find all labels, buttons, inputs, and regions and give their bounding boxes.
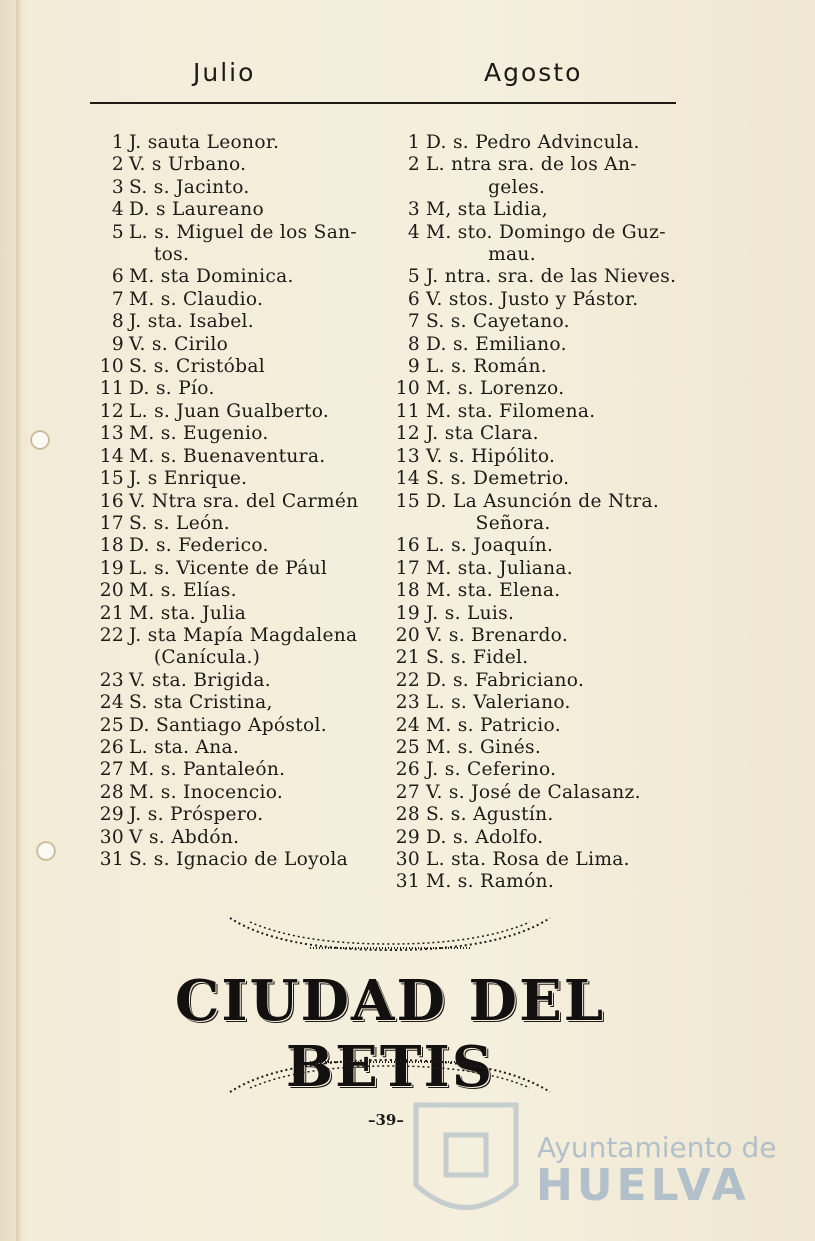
- saint-entry: V s. Abdón.: [129, 826, 240, 848]
- saint-entry: M. s. Patricio.: [426, 714, 561, 736]
- saint-entry: M. s. Claudio.: [129, 288, 264, 310]
- day-number: 28: [395, 804, 420, 826]
- saint-entry: L. s. Román.: [426, 356, 547, 378]
- day-number: 12: [99, 400, 124, 422]
- agosto-day-22: [392, 670, 692, 692]
- day-number: 7: [111, 288, 124, 310]
- agosto-day-1: [392, 132, 692, 154]
- julio-day-27: [88, 759, 388, 781]
- day-number: 19: [395, 602, 420, 624]
- day-number: 17: [395, 557, 420, 579]
- day-number: 7: [407, 311, 420, 333]
- day-number: 10: [99, 356, 124, 378]
- saint-entry: J. s. Luis.: [426, 602, 515, 624]
- saint-entry: L. s. Miguel de los San- tos.: [129, 221, 357, 266]
- day-number: 28: [99, 781, 124, 803]
- saint-entry: V. s. Cirilo: [129, 333, 229, 355]
- saint-entry: D. s. Fabriciano.: [426, 669, 585, 691]
- saint-entry: J. s Enrique.: [129, 468, 248, 490]
- day-number: 23: [99, 669, 124, 691]
- day-number: 11: [395, 400, 420, 422]
- day-number: 22: [99, 624, 124, 646]
- day-number: 6: [111, 266, 124, 288]
- julio-day-29: [88, 804, 388, 826]
- saint-entry: L. sta. Ana.: [129, 736, 240, 758]
- agosto-day-5: [392, 266, 692, 288]
- day-number: 13: [395, 445, 420, 467]
- julio-day-23: [88, 670, 388, 692]
- saint-entry: S. s. Fidel.: [426, 647, 529, 669]
- saint-entry: M. sta. Julia: [129, 602, 247, 624]
- saint-entry: M. s. Ramón.: [426, 871, 555, 893]
- saint-entry: J. ntra. sra. de las Nieves.: [426, 266, 677, 288]
- day-number: 31: [395, 871, 420, 893]
- agosto-day-27: [392, 782, 692, 804]
- saint-entry: M. sta Dominica.: [129, 266, 294, 288]
- saint-entry: S. s. León.: [129, 512, 230, 534]
- day-number: 9: [407, 356, 420, 378]
- agosto-day-29: [392, 827, 692, 849]
- saint-entry: D. La Asunción de Ntra. Señora.: [426, 490, 660, 534]
- julio-day-17: [88, 513, 388, 535]
- agosto-day-21: [392, 647, 692, 669]
- day-number: 14: [99, 445, 124, 467]
- saint-entry: J. sta. Isabel.: [129, 311, 254, 333]
- page-number: –39–: [368, 1111, 404, 1129]
- day-number: 24: [395, 714, 420, 736]
- day-number: 10: [395, 378, 420, 400]
- agosto-day-30: [392, 849, 692, 871]
- saint-entry: S. s. Demetrio.: [426, 468, 570, 490]
- binding-hole-bottom: [38, 843, 54, 859]
- julio-day-7: [88, 289, 388, 311]
- day-number: 15: [395, 490, 420, 512]
- day-number: 25: [99, 714, 124, 736]
- saint-entry: V. s. Hipólito.: [426, 445, 556, 467]
- julio-day-13: [88, 423, 388, 445]
- agosto-day-17: [392, 558, 692, 580]
- julio-day-31: [88, 849, 388, 871]
- saint-entry: M. sta. Elena.: [426, 580, 561, 602]
- julio-day-21: [88, 603, 388, 625]
- julio-day-14: [88, 446, 388, 468]
- day-number: 20: [395, 624, 420, 646]
- day-number: 8: [111, 311, 124, 333]
- day-number: 15: [99, 468, 124, 490]
- agosto-day-3: [392, 199, 692, 221]
- julio-day-16: [88, 491, 388, 513]
- day-number: 5: [407, 266, 420, 288]
- agosto-day-14: [392, 468, 692, 490]
- julio-day-4: [88, 199, 388, 221]
- saint-entry: L. s. Valeriano.: [426, 692, 571, 714]
- saint-entry: L. ntra sra. de los An- geles.: [426, 154, 637, 198]
- saint-entry: L. sta. Rosa de Lima.: [426, 849, 630, 870]
- saint-entry: V. Ntra sra. del Carmén: [129, 490, 359, 512]
- julio-day-5: [88, 222, 388, 267]
- day-number: 21: [99, 602, 124, 624]
- julio-day-19: [88, 558, 388, 580]
- day-number: 29: [395, 826, 420, 848]
- day-number: 26: [99, 736, 124, 758]
- saint-entry: M. s. Ginés.: [426, 736, 542, 758]
- ciudad-del-betis-title: CIUDAD DEL BETIS: [174, 968, 606, 1100]
- agosto-day-23: [392, 692, 692, 714]
- saint-entry: S. s. Cristóbal: [129, 356, 265, 378]
- day-number: 20: [99, 580, 124, 602]
- day-number: 3: [407, 199, 420, 221]
- saint-entry: M. sta. Juliana.: [426, 557, 573, 579]
- julio-day-9: [88, 334, 388, 356]
- julio-day-10: [88, 356, 388, 378]
- day-number: 27: [99, 759, 124, 781]
- saint-entry: M. s. Pantaleón.: [129, 759, 286, 781]
- agosto-day-25: [392, 737, 692, 759]
- day-number: 16: [395, 535, 420, 557]
- day-number: 3: [111, 176, 124, 198]
- saint-entry: J. sta Clara.: [426, 423, 539, 445]
- saint-entry: D. Santiago Apóstol.: [129, 714, 327, 736]
- day-number: 6: [407, 288, 420, 310]
- ornament-top: [220, 910, 560, 960]
- julio-day-18: [88, 535, 388, 557]
- saint-entry: L. s. Vicente de Pául: [129, 557, 328, 579]
- julio-day-30: [88, 827, 388, 849]
- julio-day-24: [88, 692, 388, 714]
- day-number: 13: [99, 423, 124, 445]
- saint-entry: D. s. Pedro Advincula.: [426, 132, 640, 153]
- day-number: 14: [395, 468, 420, 490]
- agosto-day-26: [392, 759, 692, 781]
- day-number: 17: [99, 512, 124, 534]
- day-number: 4: [111, 199, 124, 221]
- saint-entry: V. stos. Justo y Pástor.: [426, 288, 639, 310]
- day-number: 12: [395, 423, 420, 445]
- day-number: 4: [407, 221, 420, 243]
- agosto-day-10: [392, 378, 692, 400]
- month-title-agosto: Agosto: [484, 58, 583, 87]
- day-number: 16: [99, 490, 124, 512]
- julio-day-1: [88, 132, 388, 154]
- saint-entry: M. sto. Domingo de Guz- mau.: [426, 221, 666, 266]
- day-number: 8: [407, 333, 420, 355]
- month-title-julio: Julio: [193, 58, 256, 87]
- saint-entry: J. s. Próspero.: [129, 804, 264, 826]
- binding-hole-top: [32, 432, 48, 448]
- saint-entry: S. sta Cristina,: [129, 692, 273, 714]
- day-number: 23: [395, 692, 420, 714]
- agosto-day-12: [392, 423, 692, 445]
- saint-entry: J. sauta Leonor.: [129, 132, 280, 153]
- saint-entry: M. s. Lorenzo.: [426, 378, 565, 400]
- agosto-day-31: [392, 871, 692, 893]
- saint-entry: L. s. Joaquín.: [426, 535, 554, 557]
- watermark-huelva: HUELVA: [536, 1160, 750, 1211]
- day-number: 19: [99, 557, 124, 579]
- agosto-column: [392, 132, 692, 894]
- saint-entry: J. sta Mapía Magdalena (Canícula.): [129, 624, 358, 669]
- julio-day-8: [88, 311, 388, 333]
- saint-entry: M. s. Inocencio.: [129, 781, 284, 803]
- header-rule: [90, 102, 676, 104]
- agosto-day-9: [392, 356, 692, 378]
- saint-entry: S. s. Agustín.: [426, 804, 554, 826]
- day-number: 30: [99, 826, 124, 848]
- saint-entry: L. s. Juan Gualberto.: [129, 400, 330, 422]
- julio-day-22: [88, 625, 388, 670]
- day-number: 26: [395, 759, 420, 781]
- day-number: 27: [395, 781, 420, 803]
- month-header: [90, 58, 676, 98]
- saint-entry: M. s. Buenaventura.: [129, 445, 326, 467]
- saint-entry: V. s Urbano.: [129, 154, 247, 176]
- day-number: 25: [395, 736, 420, 758]
- agosto-day-2: [392, 154, 692, 199]
- agosto-day-11: [392, 401, 692, 423]
- julio-day-28: [88, 782, 388, 804]
- day-number: 21: [395, 647, 420, 669]
- julio-day-25: [88, 715, 388, 737]
- julio-day-6: [88, 266, 388, 288]
- julio-day-11: [88, 378, 388, 400]
- agosto-day-8: [392, 334, 692, 356]
- julio-day-20: [88, 580, 388, 602]
- agosto-day-28: [392, 804, 692, 826]
- saint-entry: D. s. Pío.: [129, 378, 215, 400]
- agosto-day-13: [392, 446, 692, 468]
- agosto-day-16: [392, 535, 692, 557]
- saint-entry: D. s. Emiliano.: [426, 333, 567, 355]
- agosto-day-4: [392, 222, 692, 267]
- agosto-day-18: [392, 580, 692, 602]
- saint-entry: J. s. Ceferino.: [426, 759, 557, 781]
- saint-entry: D. s Laureano: [129, 199, 264, 221]
- julio-day-3: [88, 177, 388, 199]
- agosto-day-7: [392, 311, 692, 333]
- saint-entry: D. s. Federico.: [129, 535, 269, 557]
- day-number: 18: [99, 535, 124, 557]
- saint-entry: M. s. Elías.: [129, 580, 237, 602]
- day-number: 11: [99, 378, 124, 400]
- agosto-day-19: [392, 603, 692, 625]
- saint-entry: S. s. Jacinto.: [129, 176, 250, 198]
- julio-day-2: [88, 154, 388, 176]
- day-number: 5: [111, 221, 124, 243]
- agosto-day-6: [392, 289, 692, 311]
- day-number: 24: [99, 692, 124, 714]
- saint-entry: M. sta. Filomena.: [426, 400, 596, 422]
- saint-entry: V. sta. Brigida.: [129, 669, 271, 691]
- day-number: 9: [111, 333, 124, 355]
- saint-entry: D. s. Adolfo.: [426, 826, 544, 848]
- day-number: 31: [99, 849, 124, 870]
- day-number: 30: [395, 849, 420, 870]
- day-number: 18: [395, 580, 420, 602]
- saint-entry: V. s. Brenardo.: [426, 624, 569, 646]
- julio-day-15: [88, 468, 388, 490]
- day-number: 22: [395, 669, 420, 691]
- day-number: 29: [99, 804, 124, 826]
- agosto-day-24: [392, 715, 692, 737]
- saint-entry: M, sta Lidia,: [426, 199, 548, 221]
- saint-entry: S. s. Cayetano.: [426, 311, 570, 333]
- day-number: 1: [111, 132, 124, 153]
- watermark-ayuntamiento: Ayuntamiento de: [537, 1131, 777, 1164]
- julio-column: [88, 132, 388, 871]
- saint-entry: M. s. Eugenio.: [129, 423, 269, 445]
- page-fold-shadow: [16, 0, 22, 1241]
- saint-entry: V. s. José de Calasanz.: [426, 781, 641, 803]
- day-number: 2: [111, 154, 124, 176]
- agosto-day-20: [392, 625, 692, 647]
- saint-entry: S. s. Ignacio de Loyola: [129, 849, 349, 870]
- agosto-day-15: [392, 491, 692, 536]
- julio-day-26: [88, 737, 388, 759]
- day-number: 1: [407, 132, 420, 153]
- day-number: 2: [407, 154, 420, 176]
- julio-day-12: [88, 401, 388, 423]
